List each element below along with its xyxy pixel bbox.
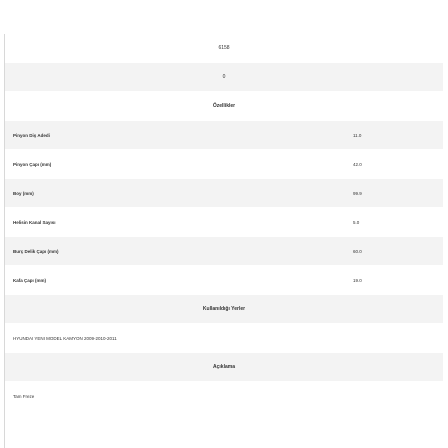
spec-label: Helisin Kanal Sayısı xyxy=(13,219,56,225)
usage-text: HYUNDAI YENI MODEL KAMYON 2009-2010-2011 xyxy=(13,335,117,341)
spec-label: Kafa Çapı (mm) xyxy=(13,277,47,283)
usage-text-row xyxy=(5,324,443,352)
spec-row xyxy=(5,150,443,178)
zero-value: 0 xyxy=(222,74,226,80)
spec-row xyxy=(5,179,443,207)
description-title-row xyxy=(5,353,443,381)
spec-value: 60.0 xyxy=(353,248,362,254)
spec-row xyxy=(5,208,443,236)
spec-row xyxy=(5,266,443,294)
description-text-row xyxy=(5,382,443,410)
spec-label: Burç Delik Çapı (mm) xyxy=(13,248,59,254)
description-text: Tam Freze xyxy=(13,393,35,399)
spec-value: 5.0 xyxy=(353,219,360,225)
spec-value: 42.0 xyxy=(353,161,362,167)
product-code: 6158 xyxy=(218,45,230,51)
spec-value: 19.0 xyxy=(353,277,362,283)
features-title-row xyxy=(5,92,443,120)
spec-value: 11.0 xyxy=(353,132,362,138)
usage-title-row xyxy=(5,295,443,323)
description-title: Açıklama xyxy=(213,364,235,370)
spec-row xyxy=(5,121,443,149)
product-code-row xyxy=(5,34,443,62)
spec-label: Boy (mm) xyxy=(13,190,34,196)
zero-value-row xyxy=(5,63,443,91)
features-title: Özellikler xyxy=(212,103,236,109)
spec-label: Pinyon Çapı (mm) xyxy=(13,161,52,167)
spec-row xyxy=(5,237,443,265)
spec-label: Pinyon Diş Adedi xyxy=(13,132,50,138)
usage-title: Kullanıldığı Yerler xyxy=(202,306,246,312)
spec-value: 99.9 xyxy=(353,190,362,196)
